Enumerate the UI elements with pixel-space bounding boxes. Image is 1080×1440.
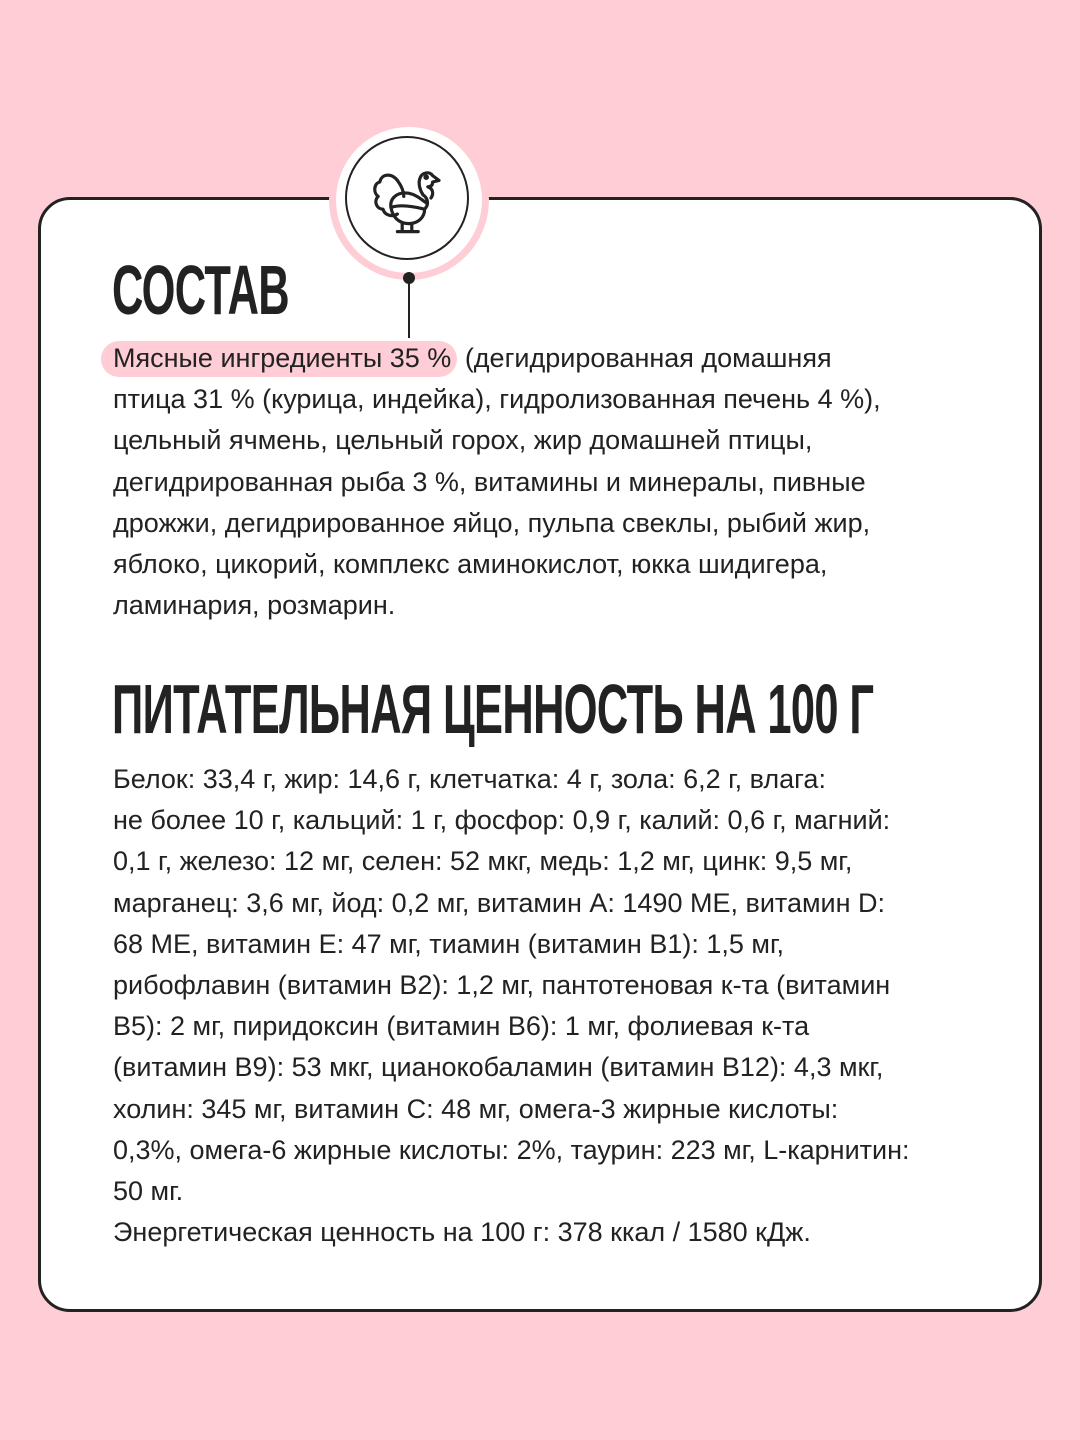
nutrition-line: рибофлавин (витамин B2): 1,2 мг, пантотеновая к-та (витамин <box>113 970 891 1001</box>
nutrition-line: (витамин B9): 53 мкг, цианокобаламин (витамин B12): 4,3 мкг, <box>113 1052 884 1083</box>
nutrition-line: 0,1 г, железо: 12 мг, селен: 52 мкг, медь: 1,2 мг, цинк: 9,5 мг, <box>113 846 853 877</box>
composition-line: яблоко, цикорий, комплекс аминокислот, юкка шидигера, <box>113 549 828 580</box>
composition-line: цельный ячмень, цельный горох, жир домашней птицы, <box>113 425 813 456</box>
connector-line <box>408 280 410 338</box>
nutrition-text <box>113 759 1023 1253</box>
composition-text <box>113 338 1023 626</box>
meat-highlight: Мясные ингредиенты 35 % <box>101 341 457 377</box>
badge <box>345 136 469 260</box>
composition-line: птица 31 % (курица, индейка), гидролизованная печень 4 %), <box>113 384 881 415</box>
nutrition-title: ПИТАТЕЛЬНАЯ ЦЕННОСТЬ НА 100 Г <box>112 670 874 748</box>
nutrition-line: Белок: 33,4 г, жир: 14,6 г, клетчатка: 4 г, зола: 6,2 г, влага: <box>113 764 826 794</box>
composition-line: дрожжи, дегидрированное яйцо, пульпа свеклы, рыбий жир, <box>113 507 871 538</box>
composition-line: ламинария, розмарин. <box>113 590 396 621</box>
nutrition-line: не более 10 г, кальций: 1 г, фосфор: 0,9 г, калий: 0,6 г, магний: <box>113 805 891 836</box>
composition-line-1: Мясные ингредиенты 35 % (дегидрированная домашняя <box>113 338 1023 379</box>
nutrition-line: 68 МЕ, витамин E: 47 мг, тиамин (витамин B1): 1,5 мг, <box>113 928 785 959</box>
energy-value: Энергетическая ценность на 100 г: 378 ккал / 1580 кДж. <box>113 1217 811 1248</box>
composition-line: дегидрированная рыба 3 %, витамины и минералы, пивные <box>113 466 866 497</box>
nutrition-line: марганец: 3,6 мг, йод: 0,2 мг, витамин A: 1490 МЕ, витамин D: <box>113 887 886 918</box>
nutrition-line: B5): 2 мг, пиридоксин (витамин B6): 1 мг, фолиевая к-та <box>113 1011 810 1042</box>
composition-title: СОСТАВ <box>112 251 290 329</box>
nutrition-line: 50 мг. <box>113 1176 184 1207</box>
nutrition-line: 0,3%, омега-6 жирные кислоты: 2%, таурин: 223 мг, L-карнитин: <box>113 1134 910 1165</box>
nutrition-line: холин: 345 мг, витамин C: 48 мг, омега-3 жирные кислоты: <box>113 1093 839 1124</box>
turkey-icon <box>367 158 447 238</box>
